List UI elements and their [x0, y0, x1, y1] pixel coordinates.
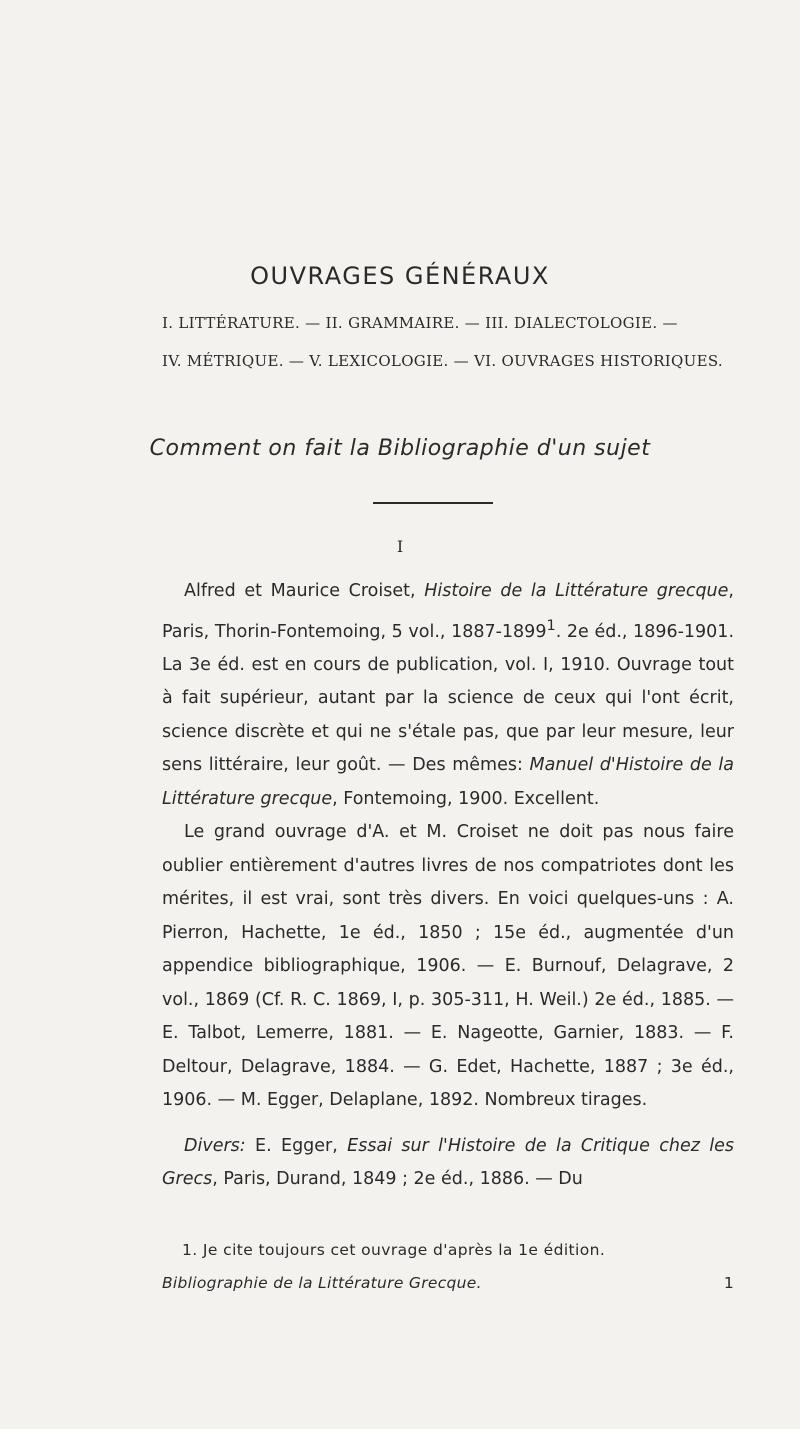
divers-label: Divers:: [184, 1135, 246, 1156]
section-list-line-1: I. LITTÉRATURE. — II. GRAMMAIRE. — III. DIALECTOLOGIE. —: [162, 314, 678, 332]
footnote: 1. Je cite toujours cet ouvrage d'après la 1e édition.: [182, 1241, 606, 1259]
paragraph-text: , Paris, Durand, 1849 ; 2e éd., 1886. — Du: [212, 1169, 583, 1190]
paragraph-text: , Paris, Thorin-Fontemoing, 5 vol., 1887-1899: [162, 581, 734, 642]
paragraph-divers: [162, 1130, 734, 1197]
paragraph-text: , Fontemoing, 1900. Excellent.: [332, 788, 600, 809]
paragraph-text: E. Egger,: [245, 1135, 348, 1156]
section-number: I: [396, 537, 404, 556]
divider-rule: [373, 502, 493, 504]
paragraph-croiset: [162, 575, 734, 816]
authors-text: Alfred et Maurice Croiset,: [184, 581, 425, 601]
section-list-line-2: IV. MÉTRIQUE. — V. LEXICOLOGIE. — VI. OUVRAGES HISTORIQUES.: [162, 352, 723, 370]
body-text: [162, 575, 734, 1197]
work-title: Essai sur l'Histoire de la Critique chez les Grecs: [162, 1135, 735, 1190]
work-title: Histoire de la Littérature grecque: [424, 581, 729, 601]
paragraph-other-works: Le grand ouvrage d'A. et M. Croiset ne doit pas nous faire oublier entièrement d'autres livres de nos compatriotes dont les mérites, il est vrai, sont très divers. En voici quelques-uns : A. Pierron, Hachette, 1e éd., 1850 ; 15e éd., augmentée d'un appendice bibliographique, 1906. — E. Burnouf, Delagrave, 2 vol., 1869 (Cf. R. C. 1869, I, p. 305-311, H. Weil.) 2e éd., 1885. — E. Talbot, Lemerre, 1881. — E. Nageotte, Garnier, 1883. — F. Deltour, Delagrave, 1884. — G. Edet, Hachette, 1887 ; 3e éd., 1906. — M. Egger, Delaplane, 1892. Nombreux tirages.: [162, 822, 734, 1111]
work-title: Manuel d'Histoire de la Littérature grecque: [162, 755, 735, 809]
signature-number: 1: [723, 1274, 734, 1292]
page-title: OUVRAGES GÉNÉRAUX: [250, 262, 550, 290]
paragraph-text: . 2e éd., 1896-1901. La 3e éd. est en cours de publication, vol. I, 1910. Ouvrage tout à fait supérieur, autant par la science de ceux qui l'ont écrit, science discrète et qui ne s'étale pas, que par leur mesure, leur sens littéraire, leur goût. — Des mêmes:: [162, 621, 735, 776]
footnote-reference: 1: [546, 616, 556, 634]
chapter-subtitle: Comment on fait la Bibliographie d'un sujet: [149, 436, 651, 461]
footer-title: Bibliographie de la Littérature Grecque.: [162, 1274, 482, 1292]
running-footer: [162, 1274, 734, 1292]
